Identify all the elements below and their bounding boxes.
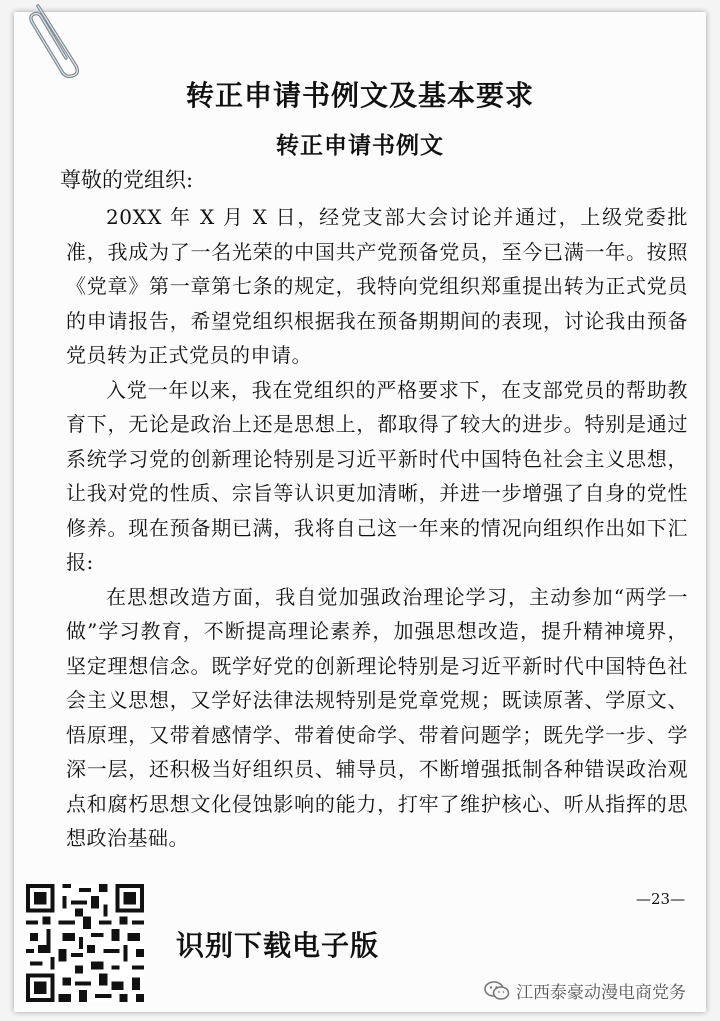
- wechat-icon: [484, 981, 510, 1001]
- page-number: —23—: [636, 890, 686, 908]
- document-title: 转正申请书例文及基本要求: [185, 79, 534, 112]
- brand-watermark: [484, 978, 686, 1003]
- document-page: [14, 12, 706, 1012]
- qr-code-icon[interactable]: [26, 884, 144, 1002]
- paperclip-icon: [18, 0, 88, 80]
- document-body: [66, 200, 688, 856]
- download-label: 识别下载电子版: [176, 929, 380, 962]
- brand-name: 江西泰豪动漫电商党务: [516, 983, 686, 1003]
- paragraph-3: 在思想改造方面，我自觉加强政治理论学习，主动参加“两学一做”学习教育，不断提高理论素养，加强思想改造，提升精神境界，坚定理想信念。既学好党的创新理论特别是习近平新时代中国特色社会主义思想，又学好法律法规特别是党章党规；既读原著、学原文、悟原理，又带着感情学、带着使命学、带着问题学；既先学一步、学深一层，还积极当好组织员、辅导员，不断增强抵制各种错误政治观点和腐朽思想文化侵蚀影响的能力，打牢了维护核心、听从指挥的思想政治基础。: [66, 584, 688, 850]
- salutation: 尊敬的党组织:: [60, 168, 194, 192]
- paragraph-1: 20XX 年 X 月 X 日，经党支部大会讨论并通过，上级党委批准，我成为了一名光荣的中国共产党预备党员，至今已满一年。按照《党章》第一章第七条的规定，我特向党组织郑重提出转为正式党员的申请报告，希望党组织根据我在预备期期间的表现，讨论我由预备党员转为正式党员的申请。: [66, 205, 688, 367]
- paragraph-2: 入党一年以来，我在党组织的严格要求下，在支部党员的帮助教育下，无论是政治上还是思想上，都取得了较大的进步。特别是通过系统学习党的创新理论特别是习近平新时代中国特色社会主义思想，让我对党的性质、宗旨等认识更加清晰，并进一步增强了自身的党性修养。现在预备期已满，我将自己这一年来的情况向组织作出如下汇报:: [66, 377, 688, 574]
- document-subtitle: 转正申请书例文: [276, 133, 444, 159]
